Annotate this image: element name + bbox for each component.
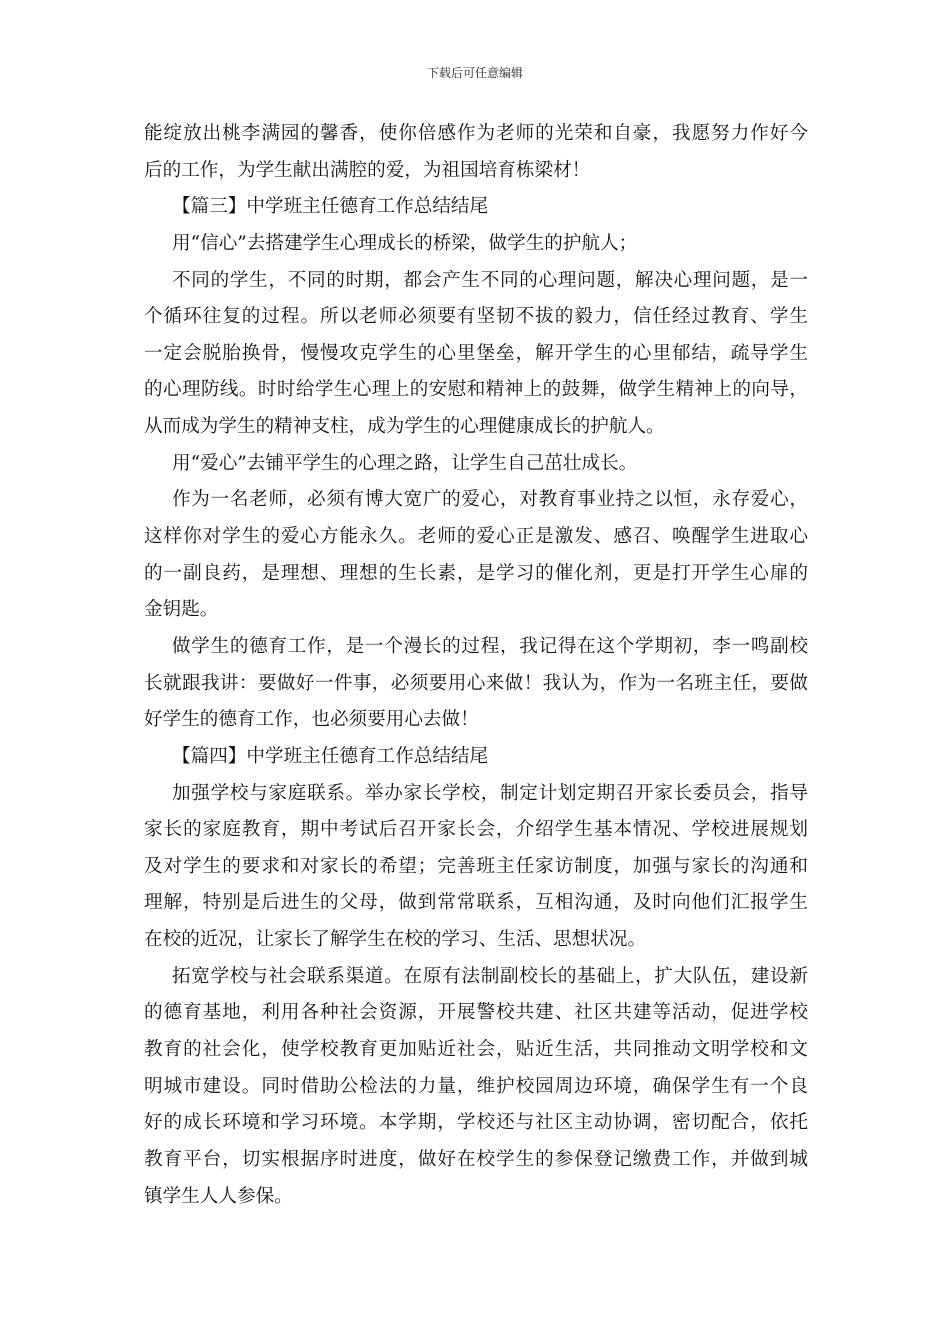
text-line: 【篇三】中学班主任德育工作总结结尾 bbox=[172, 196, 489, 218]
text-line: 理解，特别是后进生的父母，做到常常联系，互相沟通，及时向他们汇报学生 bbox=[144, 892, 808, 914]
text-line: 教育的社会化，使学校教育更加贴近社会，贴近生活，共同推动文明学校和文 bbox=[144, 1039, 808, 1061]
document-body bbox=[144, 116, 808, 1215]
section-heading bbox=[144, 739, 808, 776]
text-line: 加强学校与家庭联系。举办家长学校，制定计划定期召开家长委员会，指导 bbox=[172, 782, 808, 804]
text-line: 用“信心”去搭建学生心理成长的桥梁，做学生的护航人； bbox=[172, 232, 638, 254]
paragraph bbox=[144, 959, 808, 1215]
paragraph bbox=[144, 629, 808, 739]
text-line: 好学生的德育工作，也必须要用心去做！ bbox=[144, 709, 479, 731]
paragraph bbox=[144, 263, 808, 446]
text-line: 从而成为学生的精神支柱，成为学生的心理健康成长的护航人。 bbox=[144, 416, 665, 438]
text-line: 好的成长环境和学习环境。本学期，学校还与社区主动协调，密切配合，依托 bbox=[144, 1112, 808, 1134]
page-header: 下载后可任意编辑 bbox=[426, 66, 523, 80]
text-line: 及对学生的要求和对家长的希望；完善班主任家访制度，加强与家长的沟通和 bbox=[144, 855, 808, 877]
text-line: 拓宽学校与社会联系渠道。在原有法制副校长的基础上，扩大队伍，建设新 bbox=[172, 965, 808, 987]
text-line: 不同的学生，不同的时期，都会产生不同的心理问题，解决心理问题，是一 bbox=[172, 269, 808, 291]
text-line: 做学生的德育工作，是一个漫长的过程，我记得在这个学期初，李一鸣副校 bbox=[172, 635, 808, 657]
text-line: 家长的家庭教育，期中考试后召开家长会，介绍学生基本情况、学校进展规划 bbox=[144, 819, 808, 841]
text-line: 明城市建设。同时借助公检法的力量，维护校园周边环境，确保学生有一个良 bbox=[144, 1075, 808, 1097]
text-line: 长就跟我讲：要做好一件事，必须要用心来做！我认为，作为一名班主任，要做 bbox=[144, 672, 808, 694]
text-line: 镇学生人人参保。 bbox=[144, 1185, 293, 1207]
text-line: 【篇四】中学班主任德育工作总结结尾 bbox=[172, 745, 489, 767]
section-heading bbox=[144, 189, 808, 226]
text-line: 的德育基地，利用各种社会资源，开展警校共建、社区共建等活动，促进学校 bbox=[144, 1002, 808, 1024]
text-line: 的心理防线。时时给学生心理上的安慰和精神上的鼓舞，做学生精神上的向导， bbox=[144, 379, 808, 401]
text-line: 在校的近况，让家长了解学生在校的学习、生活、思想状况。 bbox=[144, 929, 647, 951]
text-line: 教育平台，切实根据序时进度，做好在校学生的参保登记缴费工作，并做到城 bbox=[144, 1148, 808, 1170]
paragraph bbox=[144, 226, 808, 263]
text-line: 能绽放出桃李满园的馨香，使你倍感作为老师的光荣和自豪，我愿努力作好今 bbox=[144, 123, 808, 144]
text-line: 金钥匙。 bbox=[144, 599, 219, 621]
text-line: 用“爱心”去铺平学生的心理之路，让学生自己茁壮成长。 bbox=[172, 452, 638, 474]
paragraph bbox=[144, 776, 808, 959]
paragraph bbox=[144, 446, 808, 483]
text-line: 个循环往复的过程。所以老师必须要有坚韧不拔的毅力，信任经过教育、学生 bbox=[144, 306, 808, 328]
text-line: 的一副良药，是理想、理想的生长素，是学习的催化剂，更是打开学生心扉的 bbox=[144, 562, 808, 584]
paragraph bbox=[144, 116, 808, 189]
text-line: 一定会脱胎换骨，慢慢攻克学生的心里堡垒，解开学生的心里郁结，疏导学生 bbox=[144, 342, 808, 364]
paragraph bbox=[144, 482, 808, 629]
text-line: 作为一名老师，必须有博大宽广的爱心，对教育事业持之以恒，永存爱心， bbox=[172, 489, 808, 511]
text-line: 后的工作，为学生献出满腔的爱，为祖国培育栋梁材！ bbox=[144, 159, 591, 181]
text-line: 这样你对学生的爱心方能永久。老师的爱心正是激发、感召、唤醒学生进取心 bbox=[144, 526, 808, 548]
